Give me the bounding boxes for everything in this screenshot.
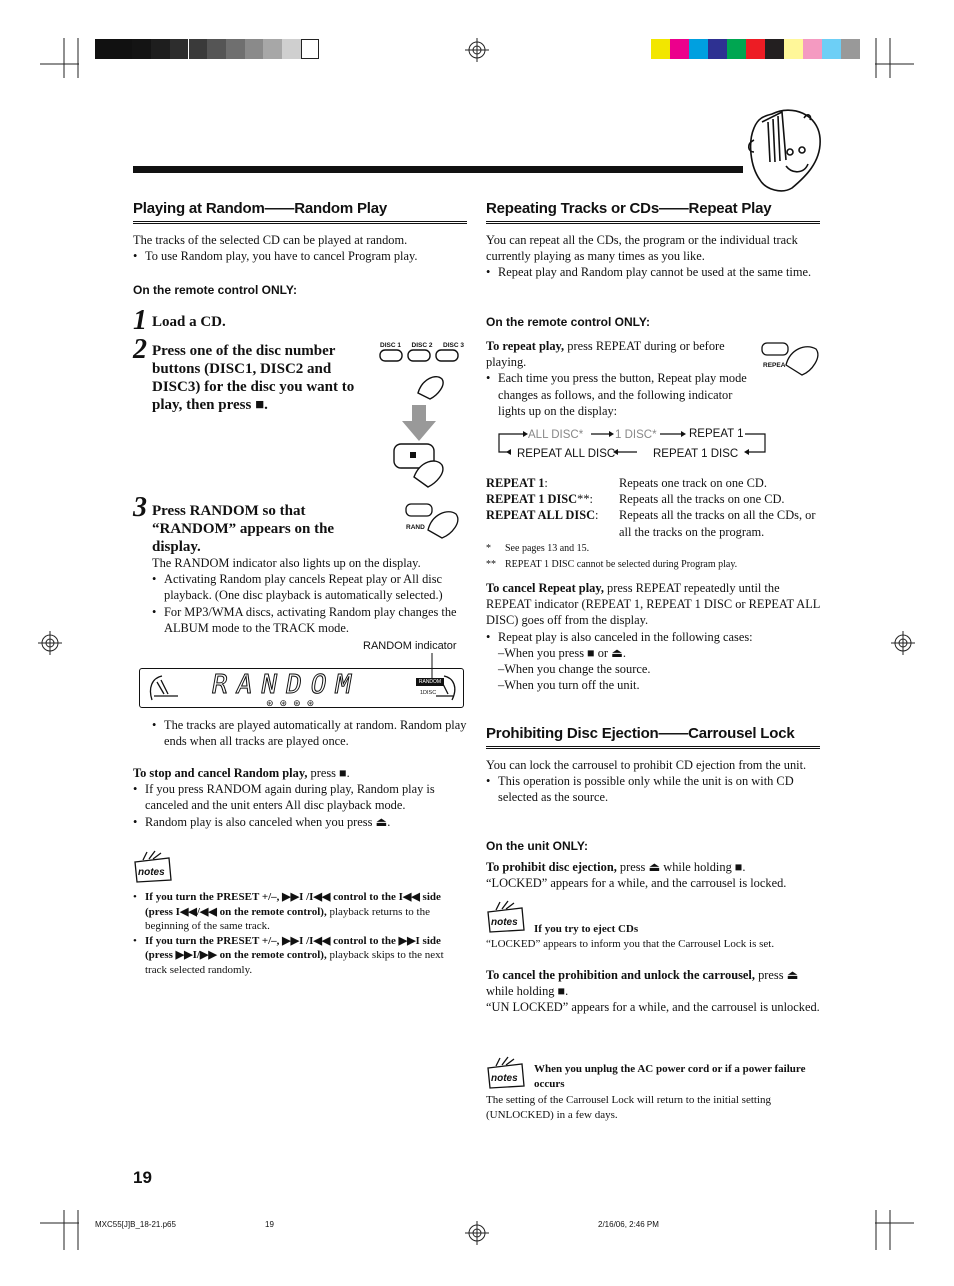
disc2-label: DISC 2	[411, 342, 433, 349]
notes-icon: notes	[133, 850, 173, 884]
stop-random-lead: To stop and cancel Random play,	[133, 766, 308, 780]
cancel-repeat-lead: To cancel Repeat play,	[486, 581, 604, 595]
repeat-remote-only-label: On the remote control ONLY:	[486, 315, 651, 329]
note-power-text: The setting of the Carrousel Lock will return to the initial setting (UNLOCKED) in a few days.	[486, 1094, 772, 1121]
repeat-button-label: REPEA	[763, 362, 786, 369]
step-2-text: Press one of the disc number buttons (DISC1, DISC2 and DISC3) for the disc you want to play, then press ■.	[152, 343, 355, 413]
random-play-heading: Playing at Random——Random Play	[133, 200, 467, 224]
stop-random-rest: press ■.	[307, 766, 350, 780]
step-3-text: Press RANDOM so that “RANDOM” appears on the display.	[152, 503, 335, 555]
to-repeat-lead: To repeat play,	[486, 339, 565, 353]
pointing-finger-icon-3	[428, 512, 458, 538]
footer-file: MXC55[J]B_18-21.p65	[95, 1220, 176, 1229]
random-button-illustration	[404, 496, 466, 542]
flow-repeat-all-disc: REPEAT ALL DISC	[517, 448, 616, 460]
repeat-button-illustration	[760, 335, 826, 383]
to-repeat-bullet: Each time you press the button, Repeat play mode changes as follows, and the following indicator lights up on the display:	[498, 371, 747, 418]
prohibit-rest: press ⏏ while holding ■.	[616, 860, 746, 874]
step-3-bullet-2: For MP3/WMA discs, activating Random play changes the ALBUM mode to the TRACK mode.	[164, 604, 457, 635]
harp-mascot-icon	[742, 100, 826, 194]
footer-page: 19	[265, 1220, 274, 1229]
def-desc-1: Repeats one track on one CD.	[619, 476, 767, 490]
lock-bullet: This operation is possible only while the unit is on with CD selected as the source.	[498, 774, 794, 805]
after-display-bullet: The tracks are played automatically at random. Random play ends when all tracks are played once.	[164, 718, 467, 749]
random-intro: The tracks of the selected CD can be played at random.	[133, 233, 408, 247]
notes-icon-3: notes	[486, 1056, 526, 1090]
lcd-disc-icons: ⊛⊛⊛⊛	[266, 698, 321, 708]
def-term-3: REPEAT ALL DISC	[486, 508, 596, 523]
disc1-label: DISC 1	[380, 342, 401, 349]
footer-date: 2/16/06, 2:46 PM	[598, 1220, 659, 1229]
disc1-button	[380, 350, 402, 361]
def-term-1: REPEAT 1	[486, 476, 545, 490]
disc3-label: DISC 3	[443, 342, 464, 349]
repeat-button	[762, 343, 788, 355]
note-1-rest: playback returns to the beginning of the same track.	[145, 905, 430, 932]
carrousel-lock-heading: Prohibiting Disc Ejection——Carrousel Lock	[486, 725, 820, 749]
unlock-text: “UN LOCKED” appears for a while, and the carrousel is unlocked.	[486, 1000, 820, 1015]
disc-buttons-illustration	[378, 335, 468, 495]
cancel-case-2: –When you change the source.	[498, 662, 651, 677]
unit-only-label: On the unit ONLY:	[486, 839, 588, 853]
disc3-button	[436, 350, 458, 361]
lcd-display	[139, 668, 464, 708]
cancel-case-3: –When you turn off the unit.	[498, 678, 640, 693]
remote-only-label: On the remote control ONLY:	[133, 283, 298, 297]
registration-mark-right	[891, 631, 915, 655]
registration-mark-top	[465, 38, 489, 62]
stop-bullet-2: Random play is also canceled when you press ⏏.	[145, 814, 391, 829]
flow-all-disc: ALL DISC*	[528, 429, 584, 441]
footnote-2: REPEAT 1 DISC cannot be selected during Program play.	[505, 559, 738, 570]
stop-icon	[410, 452, 416, 458]
registration-mark-bottom	[465, 1221, 489, 1245]
flow-repeat-1: REPEAT 1	[689, 428, 744, 440]
flow-1-disc: 1 DISC*	[615, 429, 657, 441]
footnote-1: See pages 13 and 15.	[505, 543, 590, 554]
unlock-lead: To cancel the prohibition and unlock the carrousel,	[486, 968, 755, 982]
random-button	[406, 504, 432, 516]
step-3-bullet-1: Activating Random play cancels Repeat play or All disc playback. (One disc playback is automatically selected.)	[164, 572, 443, 603]
disc-tray-icon-right	[434, 674, 458, 702]
lcd-random-text: RANDOM	[209, 670, 363, 700]
flow-repeat-1-disc: REPEAT 1 DISC	[653, 448, 739, 460]
header-rule	[133, 166, 743, 173]
stop-bullet-1: If you press RANDOM again during play, Random play is canceled and the unit enters All disc playback mode.	[145, 782, 435, 813]
lcd-disc-indicator: 1DISC	[420, 690, 437, 696]
unlock-rest: press ⏏ while holding ■.	[486, 968, 799, 999]
def-term-2: REPEAT 1 DISC	[486, 492, 578, 507]
step-number-2: 2	[133, 334, 147, 365]
page-number: 19	[133, 1168, 152, 1187]
note-2-rest: playback skips to the next track selected randomly.	[145, 949, 444, 976]
pointing-finger-icon	[418, 377, 443, 399]
def-desc-3: Repeats all the tracks on all the CDs, or all the tracks on the program.	[619, 508, 816, 539]
down-arrow-icon	[402, 405, 436, 441]
cancel-repeat-bullet: Repeat play is also canceled in the following cases:	[498, 629, 753, 644]
registration-mark-left	[38, 631, 62, 655]
notes-icon-2: notes	[486, 900, 526, 934]
random-intro-bullet: To use Random play, you have to cancel Program play.	[145, 249, 418, 264]
pointing-finger-icon-4	[786, 347, 818, 375]
disc2-button	[408, 350, 430, 361]
note-eject-text: “LOCKED” appears to inform you that the Carrousel Lock is set.	[486, 938, 775, 950]
repeat-mode-flow	[497, 425, 769, 465]
note-2-bold: If you turn the PRESET +/–, ▶▶I /I◀◀ control to the ▶▶I side (press ▶▶I/▶▶ on the remote control),	[145, 934, 441, 961]
note-power-title: When you unplug the AC power cord or if a power failure occurs	[534, 1063, 806, 1090]
lock-intro: You can lock the carrousel to prohibit CD ejection from the unit.	[486, 758, 807, 772]
repeat-play-heading: Repeating Tracks or CDs——Repeat Play	[486, 200, 820, 224]
disc-tray-icon	[148, 674, 182, 702]
step-1-text: Load a CD.	[152, 314, 226, 330]
step-number-1: 1	[133, 305, 147, 336]
random-button-label: RAND	[406, 524, 425, 531]
note-1-bold: If you turn the PRESET +/–, ▶▶I /I◀◀ control to the I◀◀ side (press I◀◀/◀◀ on the remote control),	[145, 891, 441, 918]
def-desc-2: Repeats all the tracks on one CD.	[619, 492, 785, 507]
repeat-intro: You can repeat all the CDs, the program or the individual track currently playing as many times as you like.	[486, 233, 798, 264]
step-3-note: The RANDOM indicator also lights up on the display.	[152, 556, 421, 570]
to-repeat-rest: press REPEAT during or before playing.	[486, 339, 725, 370]
prohibit-lead: To prohibit disc ejection,	[486, 860, 617, 874]
prohibit-text: “LOCKED” appears for a while, and the carrousel is locked.	[486, 876, 787, 891]
note-eject-title: If you try to eject CDs	[534, 923, 639, 935]
repeat-intro-bullet: Repeat play and Random play cannot be used at the same time.	[498, 265, 812, 280]
random-indicator-label: RANDOM indicator	[363, 640, 457, 652]
cancel-repeat-rest: press REPEAT repeatedly until the REPEAT indicator (REPEAT 1, REPEAT 1 DISC or REPEAT ALL DISC) goes off from the display.	[486, 581, 820, 628]
cancel-case-1: –When you press ■ or ⏏.	[498, 645, 626, 660]
lcd-random-indicator: RANDOM	[416, 678, 444, 686]
step-number-3: 3	[133, 492, 147, 523]
